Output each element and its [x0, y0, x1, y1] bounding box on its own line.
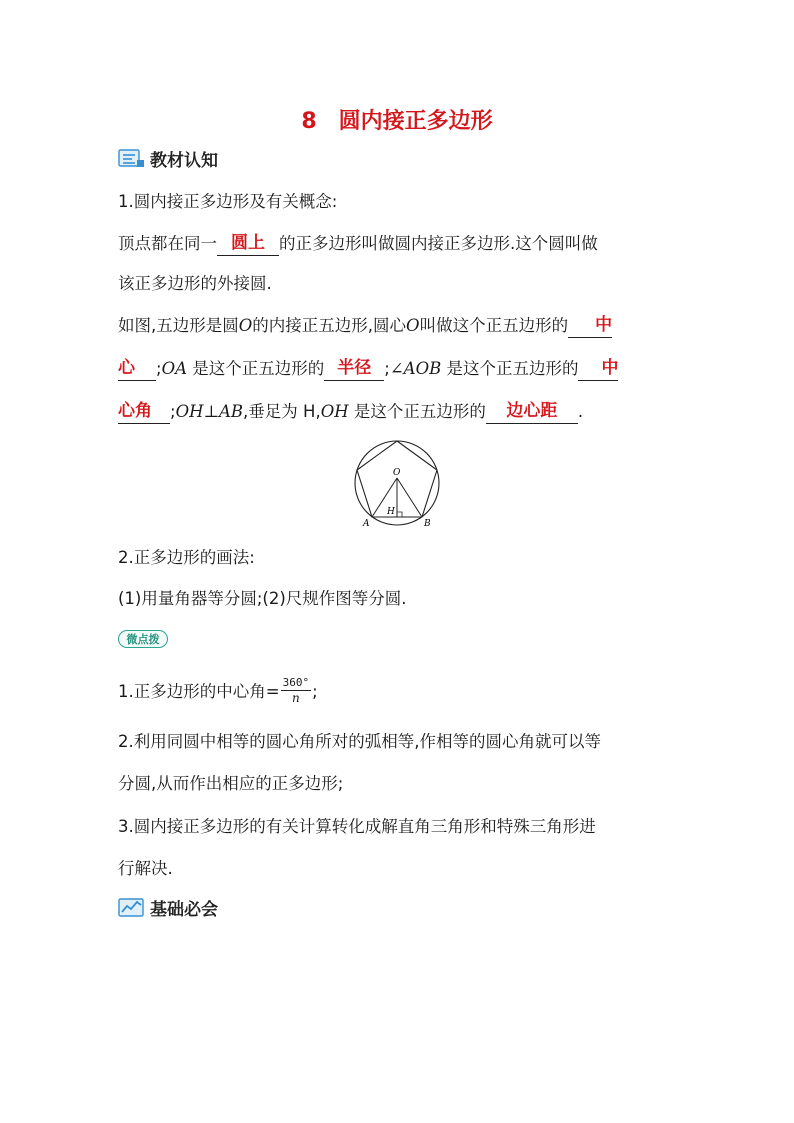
- segment-ob: [397, 478, 422, 517]
- label-a: A: [363, 519, 370, 529]
- var-oh: OH: [320, 402, 349, 421]
- section-title-textbook: 教材认知: [150, 150, 218, 171]
- answer-center-part2: 心: [118, 358, 135, 378]
- answer-blank-radius: [324, 357, 384, 381]
- period: .: [577, 402, 584, 421]
- answer-blank-circle: [217, 232, 279, 256]
- var-o: O: [238, 316, 253, 335]
- tip-1-text: 1.正多边形的中心角=: [118, 682, 280, 701]
- answer-apothem: 边心距: [506, 401, 558, 421]
- tip-3-line-2: 行解决.: [118, 859, 173, 878]
- page-title: 8 圆内接正多边形: [301, 109, 493, 134]
- answer-blank-apothem: [486, 400, 578, 424]
- pentagon-figure: [349, 434, 449, 530]
- book-list-icon: [118, 147, 146, 169]
- chart-trend-icon: [118, 896, 146, 918]
- answer-blank-center-cont: [118, 357, 156, 381]
- tip-2-line-1: 2.利用同圆中相等的圆心角所对的弧相等,作相等的圆心角就可以等: [118, 732, 601, 751]
- definition-line-2: 该正多边形的外接圆.: [118, 274, 272, 293]
- answer-center-part1: 中: [595, 315, 613, 335]
- angle-text: 是这个正五边形的: [446, 359, 579, 378]
- var-oh-perp-ab: OH⊥AB: [175, 402, 244, 421]
- var-oa: OA: [161, 359, 188, 378]
- figure-desc-c: 叫做这个正五边形的: [419, 316, 569, 335]
- fraction-denominator: n: [291, 691, 300, 705]
- figure-desc-a: 如图,五边形是圆: [118, 316, 239, 335]
- label-b: B: [424, 519, 431, 529]
- drawing-methods: (1)用量角器等分圆;(2)尺规作图等分圆.: [118, 589, 407, 608]
- perp-text: ,垂足为 H,: [243, 402, 321, 421]
- answer-blank-central-angle: [578, 357, 618, 381]
- definition-text-b: 的正多边形叫做圆内接正多边形.这个圆叫做: [279, 234, 598, 253]
- tip-1-end: ;: [312, 682, 318, 701]
- right-angle-mark: [397, 512, 402, 517]
- fraction-central-angle: [281, 676, 312, 705]
- figure-desc-line-3: 心角 ;OH⊥AB,垂足为 H,OH 是这个正五边形的 边心距 .: [118, 400, 678, 424]
- figure-desc-b: 的内接正五边形,圆心: [252, 316, 407, 335]
- tip-2-line-2: 分圆,从而作出相应的正多边形;: [118, 774, 344, 793]
- concepts-heading: 1.圆内接正多边形及有关概念:: [118, 192, 338, 211]
- var-angle-aob: ∠AOB: [389, 359, 442, 378]
- answer-central-angle-part2: 心角: [118, 401, 152, 421]
- definition-line-1: [118, 232, 678, 256]
- fraction-numerator: 360°: [282, 676, 310, 689]
- figure-desc-line-2: 心 ;OA 是这个正五边形的 半径 ;∠AOB 是这个正五边形的 中: [118, 357, 678, 381]
- answer-central-angle-part1: 中: [601, 358, 619, 378]
- tip-badge: 微点拨: [118, 630, 168, 648]
- answer-radius: 半径: [337, 358, 372, 378]
- oa-text: 是这个正五边形的: [192, 359, 325, 378]
- answer-blank-central-angle-cont: [118, 400, 170, 424]
- drawing-heading: 2.正多边形的画法:: [118, 548, 255, 567]
- section-title-basics: 基础必会: [150, 899, 218, 920]
- answer-on-circle: 圆上: [231, 233, 265, 253]
- tip-3-line-1: 3.圆内接正多边形的有关计算转化成解直角三角形和特殊三角形进: [118, 817, 596, 836]
- label-h: H: [387, 507, 395, 517]
- label-o: O: [393, 468, 401, 478]
- section-header-textbook: [118, 146, 218, 170]
- answer-blank-center: [568, 314, 612, 338]
- figure-desc-line-1: [118, 314, 678, 338]
- definition-text-a: 顶点都在同一: [118, 234, 217, 253]
- oh-text: 是这个正五边形的: [353, 402, 486, 421]
- tip-1: [118, 678, 678, 707]
- section-header-basics: [118, 895, 218, 919]
- var-o-2: O: [406, 316, 420, 335]
